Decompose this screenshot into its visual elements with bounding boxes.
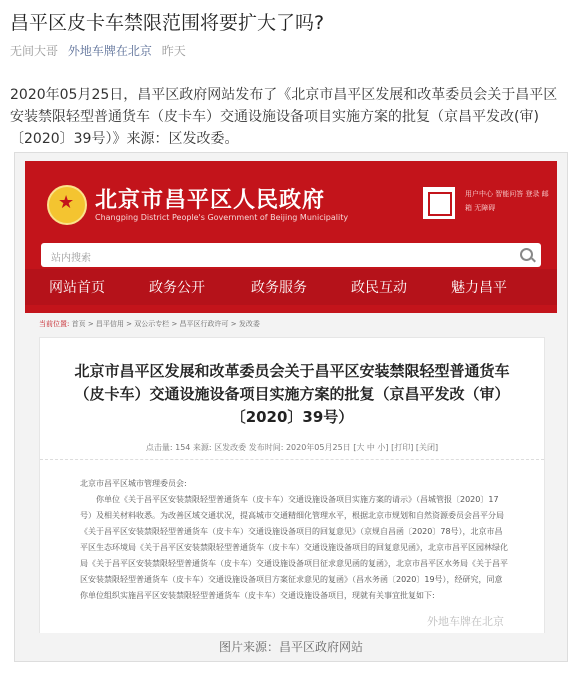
document-info: 点击量: 154 来源: 区发改委 发布时间: 2020年05月25日 [大 中 小] [打印] [关闭] xyxy=(40,442,544,460)
site-name: 北京市昌平区人民政府 xyxy=(95,188,326,213)
breadcrumb-label: 当前位置: xyxy=(39,320,70,328)
nav-item-services[interactable]: 政务服务 xyxy=(251,280,307,296)
seal-logo-icon xyxy=(423,187,455,219)
search-icon[interactable] xyxy=(520,248,533,261)
article-title: 昌平区皮卡车禁限范围将要扩大了吗? xyxy=(10,12,325,34)
nav-item-home[interactable]: 网站首页 xyxy=(49,280,105,296)
breadcrumb xyxy=(39,319,260,329)
embedded-screenshot xyxy=(14,152,568,662)
image-caption: 图片来源：昌平区政府网站 xyxy=(15,633,567,661)
document-body: 北京市昌平区城市管理委员会: 你单位《关于昌平区安装禁限轻型普通货车（皮卡车）交通设施设备项目实施方案的请示》（昌城管报〔2020〕17号）及相关材料收悉。为改善区域交通状况，提高城市交通精细化管理水平，根据北京市规划和自然资源委员会昌平分局《关于昌平区安装禁限轻型普通货车（皮卡车）交通设施设备项目的回复意见》（京规自昌函〔2020〕78号），北京市昌平区生态环境局《关于昌平区安装禁限轻型普通货车（皮卡车）交通设施设备项目的回复意见函》，北京市昌平区园林绿化局《关于昌平区安装禁限轻型普通货车（皮卡车）交通设施设备项目征求意见函的复函》，北京市昌平区水务局《关于昌平区安装禁限轻型普通货车（皮卡车）交通设施设备项目方案征求意见的复函》（昌水务函〔2020〕19号），经研究，同意你单位组织实施昌平区安装禁限轻型普通货车（皮卡车）交通设施设备项目，现就有关事宜批复如下: xyxy=(80,479,508,600)
site-name-english: Changping District People's Government of Beijing Municipality xyxy=(95,213,349,222)
nav-item-changping[interactable]: 魅力昌平 xyxy=(451,280,507,296)
site-search-bar[interactable] xyxy=(41,243,541,267)
breadcrumb-path[interactable]: 首页 > 昌平信用 > 双公示专栏 > 昌平区行政许可 > 发改委 xyxy=(71,320,260,328)
publish-time: 昨天 xyxy=(161,44,186,58)
article-meta xyxy=(10,42,186,59)
document-title: 北京市昌平区发展和改革委员会关于昌平区安装禁限轻型普通货车 （皮卡车）交通设施设备项目实施方案的批复（京昌平发改（审） 〔2020〕39号） xyxy=(74,362,510,426)
national-emblem-icon xyxy=(47,185,87,225)
site-nav xyxy=(25,269,557,305)
nav-item-gov-affairs[interactable]: 政务公开 xyxy=(149,280,205,296)
nav-item-interaction[interactable]: 政民互动 xyxy=(351,280,407,296)
author-name: 无间大哥 xyxy=(10,44,59,58)
intro-paragraph: 2020年05月25日，昌平区政府网站发布了《北京市昌平区发展和改革委员会关于昌平区安装禁限轻型普通货车（皮卡车）交通设施设备项目实施方案的批复（京昌平发改(审)〔2020〕39号）》来源：区发改委。 xyxy=(10,87,558,147)
account-link[interactable]: 外地车牌在北京 xyxy=(67,44,152,58)
top-links[interactable]: 用户中心 智能问答 登录 邮箱 无障碍 xyxy=(465,190,549,212)
watermark: 外地车牌在北京 xyxy=(427,615,504,628)
search-placeholder: 站内搜索 xyxy=(51,253,91,264)
